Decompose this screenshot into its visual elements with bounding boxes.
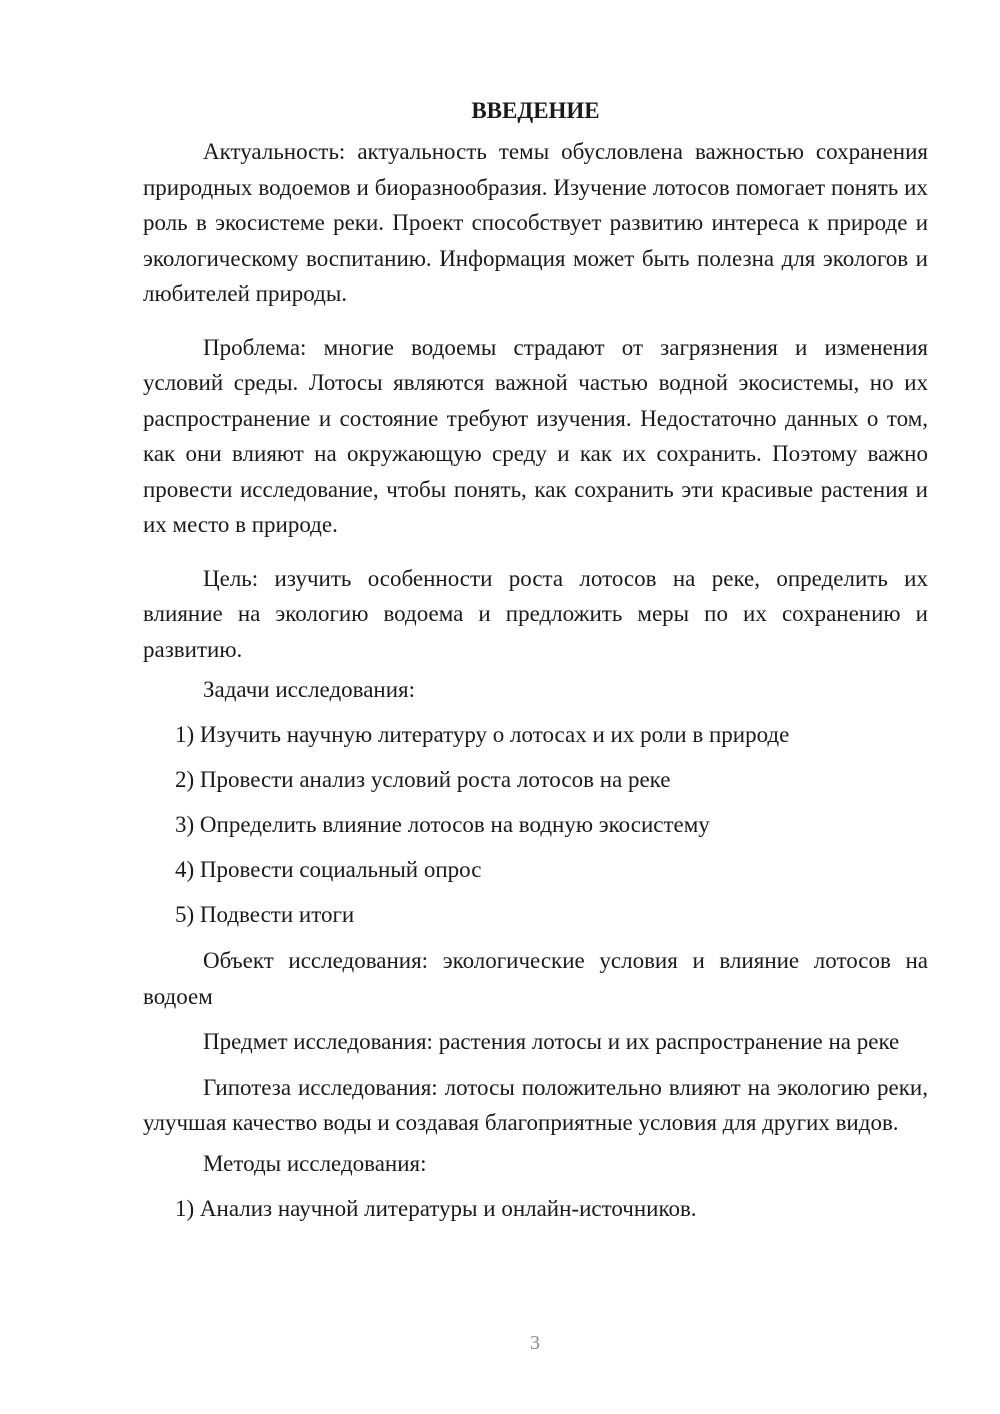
hypothesis-paragraph: Гипотеза исследования: лотосы положительно влияют на экологию реки, улучшая качество воды и создавая благоприятные условия для других видов. <box>143 1074 928 1135</box>
list-item: 2) Провести анализ условий роста лотосов на реке <box>175 767 671 792</box>
subject-paragraph: Предмет исследования: растения лотосы и их распространение на реке <box>203 1029 900 1054</box>
list-item: 1) Анализ научной литературы и онлайн-источников. <box>175 1195 697 1221</box>
methods-list <box>143 1186 928 1231</box>
page-content <box>143 92 928 1231</box>
relevance-paragraph: Актуальность: актуальность темы обусловлена важностью сохранения природных водоемов и биоразнообразия. Изучение лотосов помогает понять их роль в экосистеме реки. Проект способствует развитию интереса к природе и экологическому воспитанию. Информация может быть полезна для экологов и любителей природы. <box>143 139 928 306</box>
problem-paragraph: Проблема: многие водоемы страдают от загрязнения и изменения условий среды. Лотосы являются важной частью водной экосистемы, но их распространение и состояние требуют изучения. Недостаточно данных о том, как они влияют на окружающую среду и как их сохранить. Поэтому важно провести исследование, чтобы понять, как сохранить эти красивые растения и их место в природе. <box>143 334 928 537</box>
list-item: 3) Определить влияние лотосов на водную экосистему <box>175 812 710 837</box>
page-title: ВВЕДЕНИЕ <box>471 98 600 123</box>
list-item: 4) Провести социальный опрос <box>175 857 482 882</box>
goal-paragraph: Цель: изучить особенности роста лотосов на реке, определить их влияние на экологию водоема и предложить меры по их сохранению и развитию. <box>143 565 928 662</box>
tasks-heading: Задачи исследования: <box>203 677 416 702</box>
tasks-list <box>143 712 928 937</box>
methods-heading: Методы исследования: <box>203 1150 427 1176</box>
list-item: 1) Изучить научную литературу о лотосах и их роли в природе <box>175 722 790 747</box>
list-item: 5) Подвести итоги <box>175 902 355 927</box>
page-number: 3 <box>530 1332 540 1354</box>
object-paragraph: Объект исследования: экологические условия и влияние лотосов на водоем <box>143 948 928 1009</box>
